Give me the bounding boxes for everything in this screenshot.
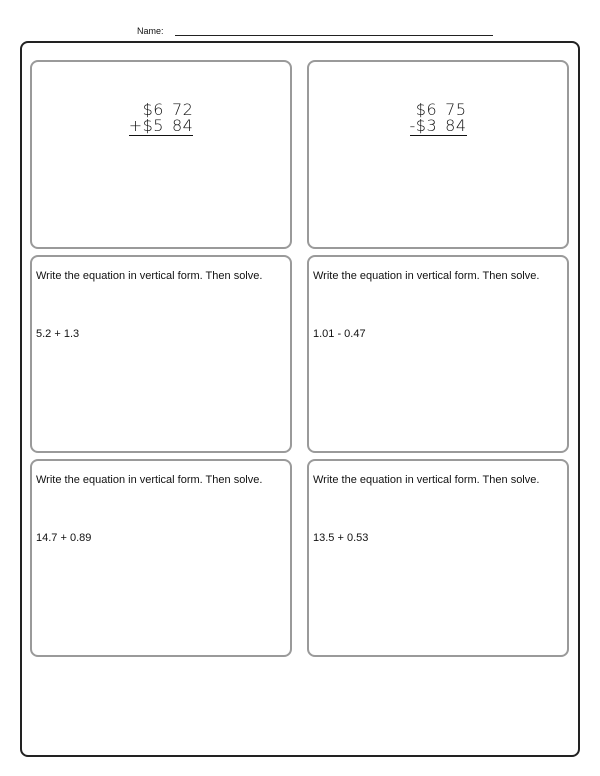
problem-card-5 (30, 459, 292, 657)
bottom-cents: 84 (445, 116, 467, 135)
bottom-dollars: $5 (142, 116, 164, 135)
problem-expression: 5.2 + 1.3 (36, 328, 80, 340)
top-cents: 72 (171, 100, 194, 119)
name-write-line[interactable] (175, 35, 493, 36)
top-cents: 75 (445, 100, 467, 119)
problem-expression: 14.7 + 0.89 (36, 532, 92, 544)
bottom-cents: 84 (171, 116, 194, 135)
problem-instruction: Write the equation in vertical form. Then solve. (36, 474, 263, 486)
vertical-problem (32, 102, 290, 136)
problem-instruction: Write the equation in vertical form. Then solve. (313, 270, 540, 282)
bottom-dollars: $3 (415, 116, 438, 135)
problem-card-1 (30, 60, 292, 249)
top-dollars: $6 (415, 100, 438, 119)
problem-instruction: Write the equation in vertical form. Then solve. (36, 270, 263, 282)
name-label: Name: (137, 26, 164, 36)
operator: - (409, 116, 416, 135)
top-dollars: $6 (142, 100, 164, 119)
problem-card-6 (307, 459, 569, 657)
problem-instruction: Write the equation in vertical form. Then solve. (313, 474, 540, 486)
problem-card-4 (307, 255, 569, 453)
vertical-bottom-row (410, 118, 467, 136)
operator: + (128, 116, 143, 135)
problem-card-3 (30, 255, 292, 453)
problem-expression: 1.01 - 0.47 (313, 328, 366, 340)
problem-card-2 (307, 60, 569, 249)
vertical-problem (309, 102, 567, 136)
vertical-bottom-row (129, 118, 194, 136)
problem-expression: 13.5 + 0.53 (313, 532, 369, 544)
